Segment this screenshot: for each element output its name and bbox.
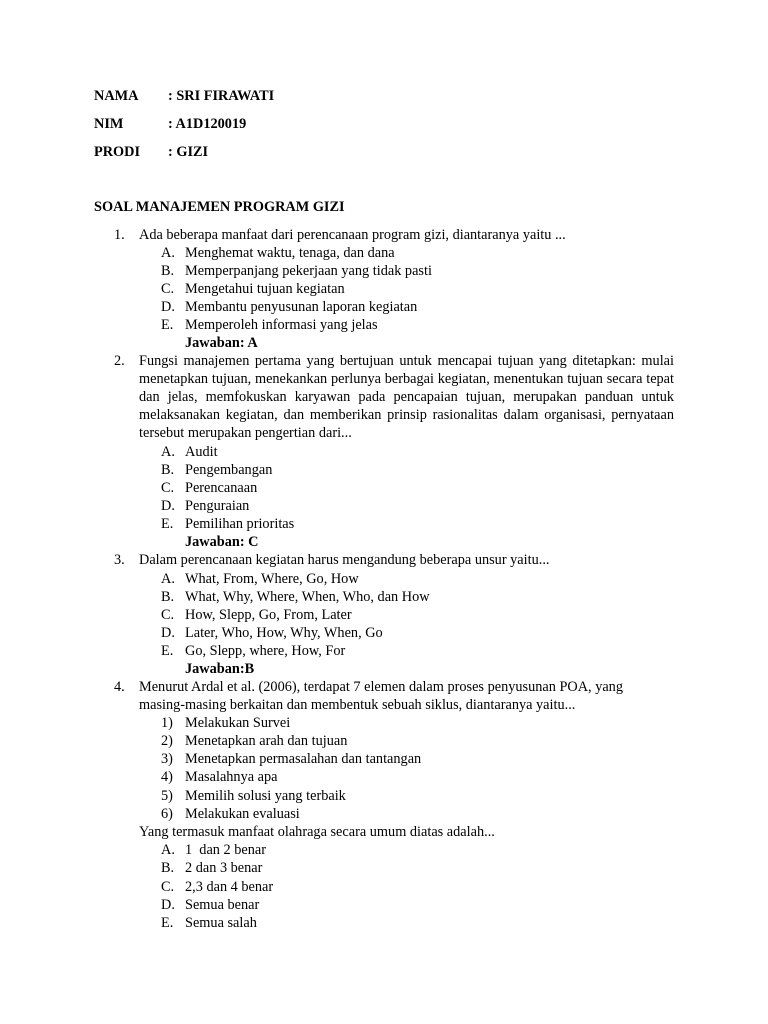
q1-option-d [161, 298, 417, 316]
q1-option-c [161, 280, 345, 298]
option-text: Membantu penyusunan laporan kegiatan [185, 299, 418, 315]
q3-option-b [161, 588, 430, 606]
q1-option-e [161, 316, 378, 334]
q4-option-a [161, 841, 266, 859]
option-text: How, Slepp, Go, From, Later [185, 607, 352, 623]
option-text: What, From, Where, Go, How [185, 571, 359, 587]
option-text: 1 dan 2 benar [185, 842, 266, 858]
option-text: 2 dan 3 benar [185, 860, 263, 876]
option-letter: D. [161, 897, 175, 913]
option-text: Later, Who, How, Why, When, Go [185, 625, 383, 641]
q4-option-d [161, 896, 259, 914]
header-name-row [94, 87, 274, 105]
question-4-text: Menurut Ardal et al. (2006), terdapat 7 elemen dalam proses penyusunan POA, yang masing-masing berkaitan dan membentuk sebuah siklus, diantaranya yaitu... [139, 679, 623, 713]
q4-item-2 [161, 732, 347, 750]
option-text: Audit [185, 444, 218, 460]
option-text: Pemilihan prioritas [185, 516, 295, 532]
question-2-text: Fungsi manajemen pertama yang bertujuan untuk mencapai tujuan yang ditetapkan: mulai menetapkan tujuan, menekankan perlunya berbagai kegiatan, menentukan tujuan secara tepat dan jelas, memfokuskan karyawan pada pencapaian tujuan, merupakan panduan untuk melaksanakan kegiatan, dan memberikan prinsip rasionalitas dalam organisasi, pernyataan tersebut merupakan pengertian dari... [139, 353, 674, 441]
q4-option-e [161, 914, 257, 932]
option-letter: E. [161, 516, 174, 532]
q2-option-a [161, 443, 218, 461]
option-letter: C. [161, 281, 175, 297]
name-label: NAMA [94, 88, 139, 104]
option-letter: A. [161, 444, 175, 460]
q3-option-e [161, 642, 345, 660]
q4-item-1 [161, 714, 290, 732]
item-text: Masalahnya apa [185, 769, 278, 785]
option-letter: B. [161, 462, 175, 478]
item-number: 5) [161, 788, 173, 804]
option-letter: C. [161, 607, 175, 623]
document-title: SOAL MANAJEMEN PROGRAM GIZI [94, 199, 345, 215]
q1-answer: Jawaban: A [185, 335, 258, 351]
question-3-number: 3. [114, 552, 125, 568]
option-text: Go, Slepp, where, How, For [185, 643, 346, 659]
option-text: Semua salah [185, 915, 257, 931]
item-text: Menetapkan permasalahan dan tantangan [185, 751, 422, 767]
q4-option-c [161, 878, 273, 896]
question-2-number: 2. [114, 353, 125, 369]
item-number: 2) [161, 733, 173, 749]
item-number: 3) [161, 751, 173, 767]
q4-stem: Yang termasuk manfaat olahraga secara umum diatas adalah... [139, 824, 495, 840]
option-text: Perencanaan [185, 480, 258, 496]
q4-item-5 [161, 787, 346, 805]
option-text: What, Why, Where, When, Who, dan How [185, 589, 430, 605]
header-prodi-row [94, 143, 208, 161]
name-value: : SRI FIRAWATI [168, 88, 275, 104]
question-4-number: 4. [114, 679, 125, 695]
q4-item-3 [161, 750, 421, 768]
q1-option-b [161, 262, 432, 280]
q4-option-b [161, 859, 262, 877]
item-text: Memilih solusi yang terbaik [185, 788, 346, 804]
option-letter: B. [161, 263, 175, 279]
option-letter: D. [161, 299, 175, 315]
option-letter: D. [161, 625, 175, 641]
q1-option-a [161, 244, 395, 262]
q2-option-b [161, 461, 272, 479]
option-letter: C. [161, 879, 175, 895]
prodi-label: PRODI [94, 144, 141, 160]
option-letter: B. [161, 589, 175, 605]
prodi-value: : GIZI [168, 144, 209, 160]
option-letter: C. [161, 480, 175, 496]
question-1-number: 1. [114, 227, 125, 243]
q2-answer: Jawaban: C [185, 534, 259, 550]
nim-value: : A1D120019 [168, 116, 247, 132]
q3-option-d [161, 624, 383, 642]
option-letter: A. [161, 842, 175, 858]
option-text: 2,3 dan 4 benar [185, 879, 274, 895]
option-text: Mengetahui tujuan kegiatan [185, 281, 345, 297]
header-nim-row [94, 115, 246, 133]
q2-option-e [161, 515, 294, 533]
question-1-text: Ada beberapa manfaat dari perencanaan program gizi, diantaranya yaitu ... [139, 227, 566, 243]
option-letter: B. [161, 860, 175, 876]
question-3-text: Dalam perencanaan kegiatan harus mengandung beberapa unsur yaitu... [139, 552, 550, 568]
option-text: Memperoleh informasi yang jelas [185, 317, 378, 333]
item-text: Melakukan evaluasi [185, 806, 300, 822]
option-letter: A. [161, 571, 175, 587]
option-letter: D. [161, 498, 175, 514]
q2-option-c [161, 479, 257, 497]
option-letter: E. [161, 317, 174, 333]
option-letter: E. [161, 915, 174, 931]
item-number: 4) [161, 769, 173, 785]
nim-label: NIM [94, 116, 124, 132]
option-text: Menghemat waktu, tenaga, dan dana [185, 245, 395, 261]
option-letter: A. [161, 245, 175, 261]
option-text: Semua benar [185, 897, 260, 913]
option-text: Pengembangan [185, 462, 273, 478]
item-text: Melakukan Survei [185, 715, 291, 731]
option-letter: E. [161, 643, 174, 659]
q3-option-a [161, 570, 359, 588]
option-text: Memperpanjang pekerjaan yang tidak pasti [185, 263, 432, 279]
item-number: 6) [161, 806, 173, 822]
option-text: Penguraian [185, 498, 250, 514]
q4-item-4 [161, 768, 278, 786]
q4-item-6 [161, 805, 300, 823]
item-number: 1) [161, 715, 173, 731]
item-text: Menetapkan arah dan tujuan [185, 733, 348, 749]
q3-answer: Jawaban:B [185, 661, 255, 677]
q3-option-c [161, 606, 352, 624]
q2-option-d [161, 497, 249, 515]
